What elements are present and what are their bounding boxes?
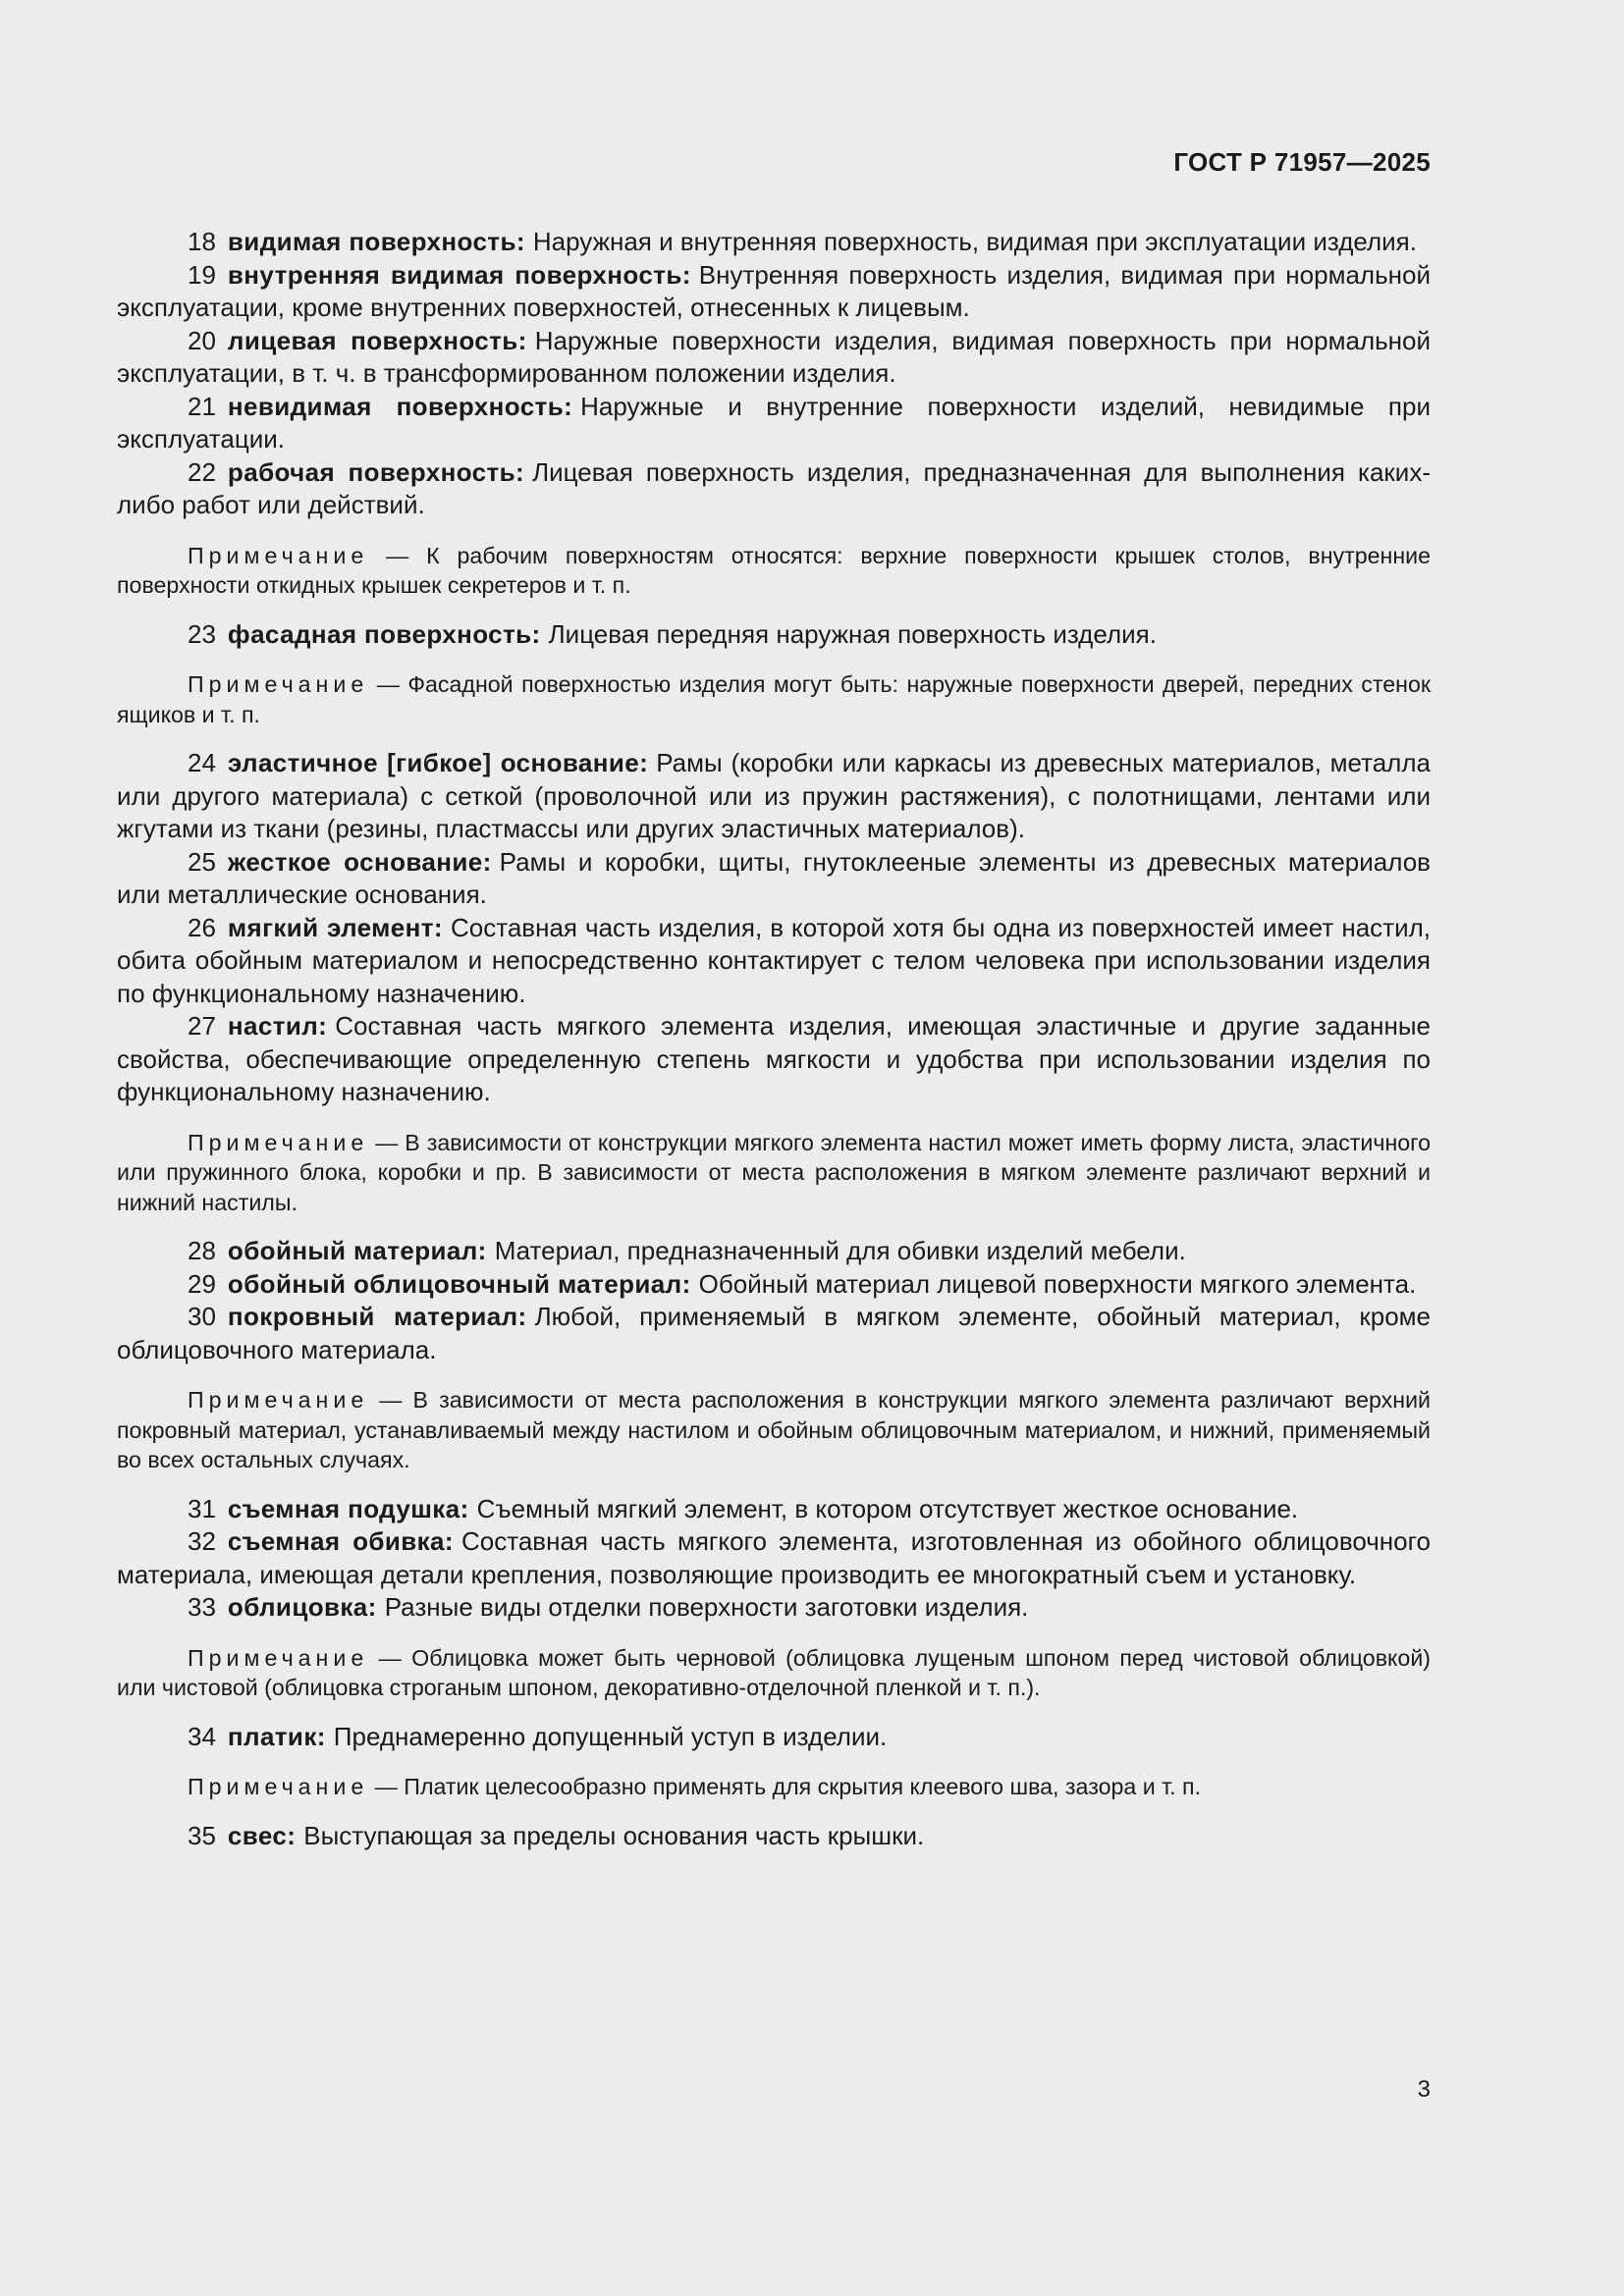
term-entry	[117, 747, 1431, 846]
term-definition: Наружные поверхности изделия, видимая поверхность при нормальной эксплуатации, в т. ч. в трансформированном положении изделия.	[117, 325, 1432, 388]
term-number: 35	[188, 1820, 216, 1850]
note-text: — Платик целесообразно применять для скрытия клеевого шва, зазора и т. п.	[374, 1774, 1202, 1799]
term-number: 22	[188, 456, 216, 487]
term-number: 23	[188, 618, 216, 649]
term-definition: Преднамеренно допущенный уступ в изделии.	[333, 1721, 888, 1751]
term-entry	[117, 391, 1431, 456]
term-entry	[117, 259, 1431, 325]
term-definition: Выступающая за пределы основания часть крышки.	[303, 1820, 925, 1850]
term-number: 20	[188, 325, 216, 355]
note-label: Примечание	[188, 1387, 369, 1413]
term-number: 27	[188, 1011, 216, 1041]
term-entry	[117, 846, 1431, 912]
note-entry	[117, 669, 1431, 729]
term-number: 28	[188, 1236, 216, 1265]
term-entry	[117, 1010, 1431, 1109]
term-name: съемная подушка:	[227, 1493, 469, 1523]
term-definition: Составная часть мягкого элемента, изготовленная из обойного облицовочного материала, имеющая детали крепления, позволяющие производить ее многократный съем и установку.	[117, 1526, 1431, 1589]
term-number: 24	[188, 748, 216, 777]
note-text: — Фасадной поверхностью изделия могут быть: наружные поверхности дверей, передних стенок ящиков и т. п.	[117, 671, 1431, 727]
term-entry	[117, 1235, 1431, 1268]
term-number: 19	[188, 259, 216, 290]
term-definition: Съемный мягкий элемент, в котором отсутствует жесткое основание.	[476, 1493, 1299, 1523]
term-number: 26	[188, 912, 216, 942]
term-definition: Лицевая поверхность изделия, предназначенная для выполнения каких-либо работ или действий.	[117, 456, 1431, 519]
term-number: 29	[188, 1268, 216, 1299]
note-text: — К рабочим поверхностям относятся: верхние поверхности крышек столов, внутренние поверхности откидных крышек секретеров и т. п.	[117, 542, 1431, 598]
note-label: Примечание	[188, 671, 369, 697]
term-name: облицовка:	[227, 1592, 377, 1622]
term-definition: Рамы и коробки, щиты, гнутоклееные элементы из древесных материалов или металлические основания.	[117, 846, 1431, 909]
term-name: обойный облицовочный материал:	[227, 1268, 691, 1299]
term-entry	[117, 325, 1431, 391]
term-name: невидимая поверхность:	[227, 391, 573, 421]
term-name: свес:	[227, 1820, 297, 1850]
term-definition: Материал, предназначенный для обивки изделий мебели.	[494, 1236, 1186, 1265]
term-entry	[117, 456, 1431, 522]
note-text: — Облицовка может быть черновой (облицовка лущеным шпоном перед чистовой облицовкой) или чистовой (облицовка строганым шпоном, декоративно-отделочной пленкой и т. п.).	[117, 1644, 1431, 1700]
term-name: жесткое основание:	[227, 846, 492, 877]
term-definition: Составная часть мягкого элемента изделия, имеющая эластичные и другие заданные свойства, обеспечивающие определенную степень мягкости и удобства при использовании изделия по функциональному назначению.	[117, 1011, 1431, 1106]
term-number: 30	[188, 1302, 216, 1331]
term-entry	[117, 618, 1431, 652]
term-number: 33	[188, 1592, 216, 1622]
term-number: 21	[188, 391, 216, 421]
term-entry	[117, 912, 1431, 1011]
term-definition: Внутренняя поверхность изделия, видимая при нормальной эксплуатации, кроме внутренних поверхностей, отнесенных к лицевым.	[117, 259, 1431, 322]
note-entry	[117, 541, 1431, 601]
note-entry	[117, 1385, 1431, 1475]
note-label: Примечание	[188, 1644, 369, 1671]
note-label: Примечание	[188, 1129, 369, 1155]
term-name: съемная обивка:	[227, 1526, 454, 1556]
term-name: обойный материал:	[227, 1236, 487, 1265]
term-number: 31	[188, 1493, 216, 1523]
term-entry	[117, 1721, 1431, 1754]
term-definition: Наружная и внутренняя поверхность, видимая при эксплуатации изделия.	[532, 227, 1417, 256]
term-name: внутренняя видимая поверхность:	[227, 259, 691, 290]
note-entry	[117, 1772, 1431, 1802]
term-definition: Любой, применяемый в мягком элементе, обойный материал, кроме облицовочного материала.	[117, 1302, 1432, 1364]
term-entry	[117, 1591, 1431, 1625]
term-definition: Составная часть изделия, в которой хотя бы одна из поверхностей имеет настил, обита обойным материалом и непосредственно контактирует с телом человека при использовании изделия по функциональному назначению.	[117, 912, 1431, 1008]
term-name: покровный материал:	[227, 1302, 527, 1331]
page-number: 3	[1417, 2076, 1431, 2103]
term-name: лицевая поверхность:	[227, 325, 527, 355]
term-definition: Лицевая передняя наружная поверхность изделия.	[548, 618, 1157, 649]
note-label: Примечание	[188, 542, 369, 568]
term-entry	[117, 226, 1431, 259]
term-number: 34	[188, 1721, 216, 1751]
term-number: 18	[188, 227, 216, 256]
term-name: мягкий элемент:	[227, 912, 443, 942]
term-definition: Рамы (коробки или каркасы из древесных материалов, металла или другого материала) с сеткой (проволочной или из пружин растяжения), с полотнищами, лентами или жгутами из ткани (резины, пластмассы или других эластичных материалов).	[117, 748, 1431, 843]
term-number: 32	[188, 1526, 216, 1556]
note-label: Примечание	[188, 1774, 369, 1799]
terms-list	[117, 226, 1431, 1852]
term-entry	[117, 1820, 1431, 1853]
term-name: эластичное [гибкое] основание:	[227, 748, 649, 777]
term-name: платик:	[227, 1721, 326, 1751]
term-definition: Наружные и внутренние поверхности изделий, невидимые при эксплуатации.	[117, 391, 1431, 454]
term-entry	[117, 1525, 1431, 1591]
term-definition: Разные виды отделки поверхности заготовки изделия.	[384, 1592, 1029, 1622]
term-name: рабочая поверхность:	[227, 456, 525, 487]
note-text: — В зависимости от места расположения в конструкции мягкого элемента различают верхний покровный материал, устанавливаемый между настилом и обойным облицовочным материалом, и нижний, применяемый во всех остальных случаях.	[117, 1387, 1431, 1472]
term-number: 25	[188, 846, 216, 877]
note-text: — В зависимости от конструкции мягкого элемента настил может иметь форму листа, эластичного или пружинного блока, коробки и пр. В зависимости от места расположения в мягком элементе различают верхний и нижний настилы.	[117, 1129, 1431, 1215]
note-entry	[117, 1643, 1431, 1703]
term-name: фасадная поверхность:	[227, 618, 541, 649]
term-entry	[117, 1301, 1431, 1366]
term-name: видимая поверхность:	[227, 227, 525, 256]
term-entry	[117, 1268, 1431, 1302]
term-definition: Обойный материал лицевой поверхности мягкого элемента.	[698, 1268, 1417, 1299]
term-name: настил:	[227, 1011, 328, 1041]
term-entry	[117, 1493, 1431, 1526]
note-entry	[117, 1128, 1431, 1218]
document-code-header: ГОСТ Р 71957—2025	[1173, 147, 1431, 177]
